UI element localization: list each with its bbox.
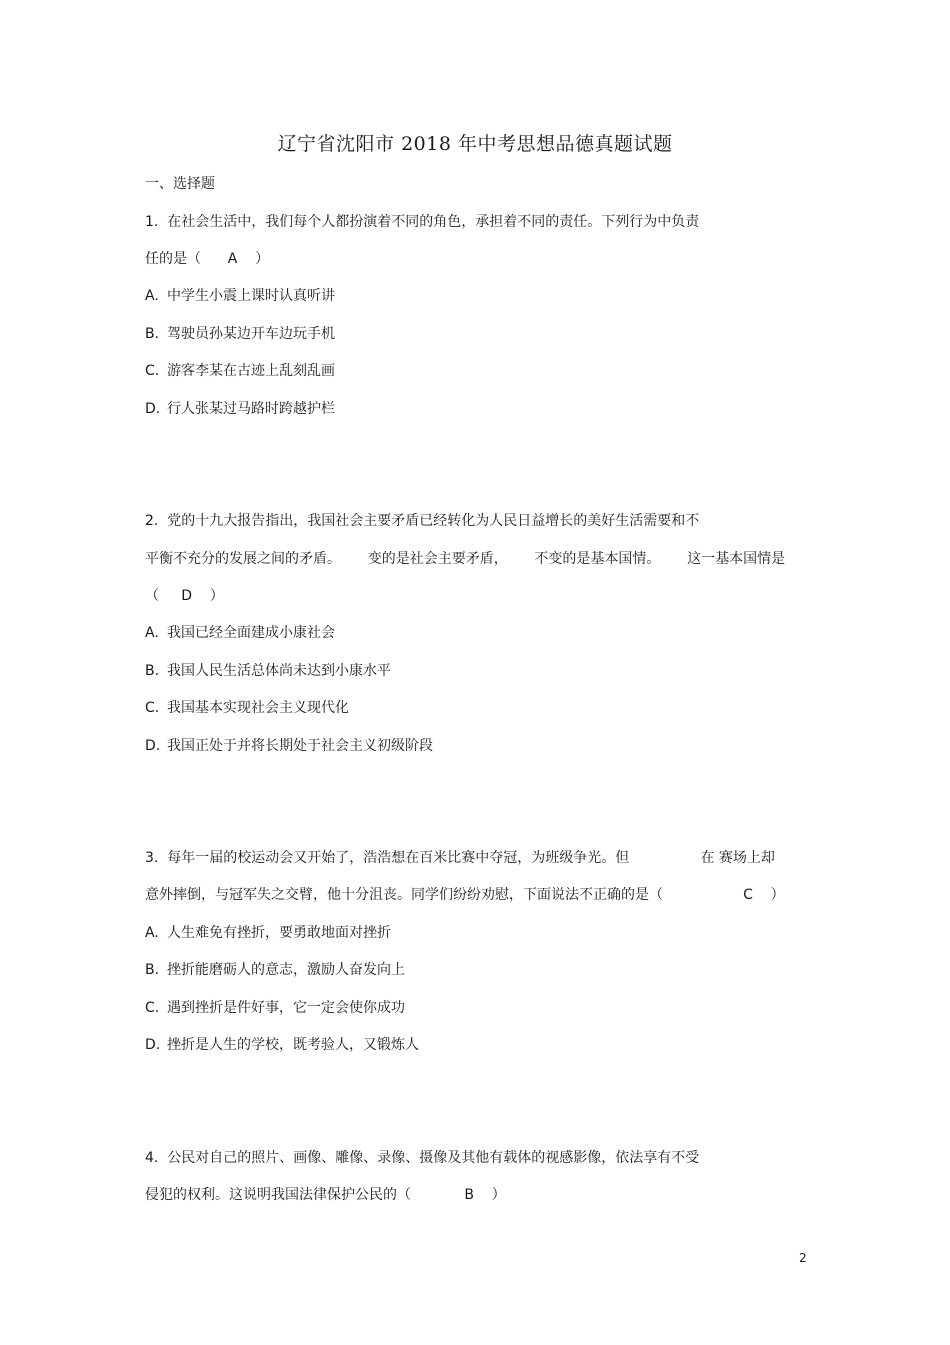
option-text: 我国已经全面建成小康社会 — [167, 625, 335, 641]
option-text: 挫折能磨砺人的意志，激励人奋发向上 — [167, 962, 405, 978]
question-3-option-b — [145, 961, 405, 979]
question-1-stem-line-2: 任的是（ A ） — [145, 251, 270, 267]
question-3-option-c — [145, 999, 405, 1017]
option-text: 挫折是人生的学校，既考验人，又锻炼人 — [167, 1037, 419, 1053]
option-text: 游客李某在古迹上乱刻乱画 — [167, 363, 335, 379]
option-text: 驾驶员孙某边开车边玩手机 — [167, 326, 335, 342]
option-letter: B. — [145, 326, 160, 342]
question-2-option-d — [145, 737, 433, 755]
option-letter: C. — [145, 363, 160, 379]
option-letter: A. — [145, 925, 159, 941]
option-letter: B. — [145, 663, 160, 679]
option-text: 我国正处于并将长期处于社会主义初级阶段 — [167, 738, 433, 754]
page-number: 2 — [799, 1251, 807, 1265]
question-1-option-a — [145, 287, 335, 305]
option-letter: C. — [145, 700, 160, 716]
question-2-stem-line-3: （ D ） — [145, 588, 224, 604]
question-3-option-a — [145, 924, 391, 942]
question-4-stem-line-2: 侵犯的权利。这说明我国法律保护公民的（ B ） — [145, 1187, 506, 1203]
option-letter: A. — [145, 288, 159, 304]
option-text: 我国人民生活总体尚未达到小康水平 — [167, 663, 391, 679]
question-1-option-c — [145, 362, 335, 380]
question-1-option-d — [145, 400, 335, 418]
option-letter: D. — [145, 1037, 161, 1053]
option-letter: A. — [145, 625, 159, 641]
question-2-stem-line-2: 平衡不充分的发展之间的矛盾。 变的是社会主要矛盾， 不变的是基本国情。 这一基本国情是 — [145, 551, 786, 567]
option-letter: D. — [145, 738, 161, 754]
section-heading: 一、选择题 — [145, 176, 215, 192]
document-title: 辽宁省沈阳市 2018 年中考思想品德真题试题 — [277, 133, 673, 155]
question-1-stem-line-1: 1. 在社会生活中，我们每个人都扮演着不同的角色，承担着不同的责任。下列行为中负责 — [145, 214, 700, 230]
question-2-option-a — [145, 624, 335, 642]
option-text: 中学生小震上课时认真听讲 — [167, 288, 335, 304]
question-2-option-b — [145, 662, 391, 680]
option-text: 人生难免有挫折，要勇敢地面对挫折 — [167, 925, 391, 941]
option-text: 我国基本实现社会主义现代化 — [167, 700, 349, 716]
question-4-stem-line-1: 4. 公民对自己的照片、画像、雕像、录像、摄像及其他有载体的视感影像，依法享有不受 — [145, 1150, 700, 1166]
option-text: 遇到挫折是件好事，它一定会使你成功 — [167, 1000, 405, 1016]
option-letter: B. — [145, 962, 160, 978]
option-letter: C. — [145, 1000, 160, 1016]
question-3-stem-line-2: 意外摔倒，与冠军失之交臂，他十分沮丧。同学们纷纷劝慰，下面说法不正确的是（ C ） — [145, 887, 785, 903]
question-3-option-d — [145, 1036, 419, 1054]
option-text: 行人张某过马路时跨越护栏 — [167, 401, 335, 417]
option-letter: D. — [145, 401, 161, 417]
question-3-stem-line-1: 3. 每年一届的校运动会又开始了，浩浩想在百米比赛中夺冠，为班级争光。但 在 赛场上却 — [145, 850, 775, 866]
question-2-option-c — [145, 699, 349, 717]
question-2-stem-line-1: 2. 党的十九大报告指出，我国社会主要矛盾已经转化为人民日益增长的美好生活需要和不 — [145, 513, 700, 529]
question-1-option-b — [145, 325, 335, 343]
